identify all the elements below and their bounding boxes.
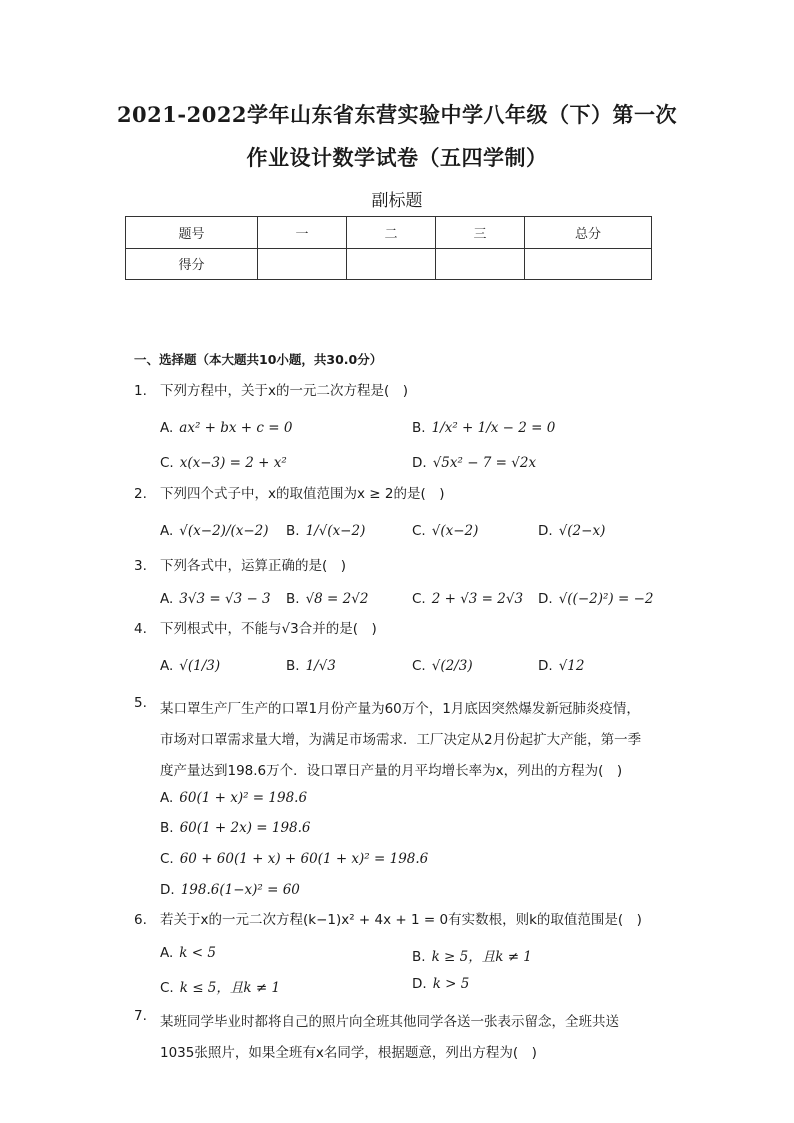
option-text: 60 + 60(1 + x) + 60(1 + x)² = 198.6	[179, 851, 429, 867]
option-5a[interactable]	[160, 790, 307, 806]
question-stem: 下列根式中，不能与√3合并的是( )	[160, 621, 377, 637]
question-5	[134, 697, 160, 711]
header-cell-number: 题号	[126, 217, 258, 249]
score-cell[interactable]	[347, 248, 436, 280]
question-stem: 下列方程中，关于x的一元二次方程是( )	[160, 383, 409, 399]
option-label: D.	[538, 591, 553, 607]
exam-title-line-1: 2021-2022学年山东省东营实验中学八年级（下）第一次	[116, 102, 678, 127]
question-stem-line: 市场对口罩需求量大增，为满足市场需求．工厂决定从2月份起扩大产能，第一季	[160, 732, 642, 748]
option-1a[interactable]	[160, 420, 292, 436]
option-label: A.	[160, 420, 174, 436]
question-number: 4.	[134, 621, 147, 637]
score-table-score-row	[126, 248, 652, 280]
option-5b[interactable]	[160, 820, 311, 836]
option-5d[interactable]	[160, 882, 300, 898]
option-1b[interactable]	[412, 420, 555, 436]
option-text: 60(1 + 2x) = 198.6	[179, 820, 311, 836]
option-text: √12	[558, 658, 585, 674]
option-label: D.	[538, 523, 553, 539]
option-text: √(2−x)	[558, 523, 606, 539]
question-stem-line: 度产量达到198.6万个．设口罩日产量的月平均增长率为x，列出的方程为( )	[160, 763, 623, 779]
option-label: C.	[160, 980, 174, 996]
option-label: D.	[412, 976, 427, 992]
option-3a[interactable]	[160, 591, 271, 607]
option-text: k > 5	[432, 976, 470, 992]
option-4d[interactable]	[538, 658, 584, 674]
option-label: B.	[412, 420, 426, 436]
option-label: C.	[160, 851, 174, 867]
question-number: 2.	[134, 486, 147, 502]
option-1d[interactable]	[412, 455, 536, 471]
question-7	[134, 1010, 160, 1024]
exam-title-line-2: 作业设计数学试卷（五四学制）	[246, 145, 548, 170]
option-label: A.	[160, 523, 174, 539]
option-label: D.	[412, 455, 427, 471]
option-label: A.	[160, 658, 174, 674]
option-label: D.	[538, 658, 553, 674]
option-text: √5x² − 7 = √2x	[432, 455, 537, 471]
header-cell-section-2: 二	[347, 217, 436, 249]
option-label: C.	[412, 523, 426, 539]
option-6d[interactable]	[412, 976, 469, 992]
option-1c[interactable]	[160, 455, 287, 471]
option-label: C.	[412, 658, 426, 674]
question-stem-line: 某口罩生产厂生产的口罩1月份产量为60万个，1月底因突然爆发新冠肺炎疫情，	[160, 701, 640, 717]
option-label: A.	[160, 591, 174, 607]
score-cell[interactable]	[436, 248, 525, 280]
option-label: D.	[160, 882, 175, 898]
option-label: A.	[160, 790, 174, 806]
option-2b[interactable]	[286, 523, 365, 539]
question-number: 5.	[134, 695, 147, 711]
question-stem: 下列各式中，运算正确的是( )	[160, 558, 347, 574]
header-cell-section-3: 三	[436, 217, 525, 249]
option-6c[interactable]	[160, 976, 280, 996]
question-stem: 下列四个式子中，x的取值范围为x ≥ 2的是( )	[160, 486, 445, 502]
score-cell[interactable]	[258, 248, 347, 280]
option-5c[interactable]	[160, 851, 428, 867]
option-label: B.	[286, 658, 300, 674]
option-text: x(x−3) = 2 + x²	[179, 455, 287, 471]
header-cell-section-1: 一	[258, 217, 347, 249]
option-text: 60(1 + x)² = 198.6	[179, 790, 308, 806]
section-heading: 一、选择题（本大题共10小题，共30.0分）	[134, 352, 383, 367]
score-table-header-row	[126, 217, 652, 249]
score-row-label: 得分	[126, 248, 258, 280]
question-number: 3.	[134, 558, 147, 574]
score-table	[125, 216, 652, 280]
option-3d[interactable]	[538, 591, 653, 607]
option-text: k ≥ 5，且k ≠ 1	[431, 949, 532, 965]
option-4c[interactable]	[412, 658, 473, 674]
option-label: C.	[160, 455, 174, 471]
question-number: 6.	[134, 912, 147, 928]
question-number: 7.	[134, 1008, 147, 1024]
option-label: B.	[412, 949, 426, 965]
header-cell-total: 总分	[525, 217, 652, 249]
option-text: √8 = 2√2	[305, 591, 369, 607]
question-3	[134, 560, 346, 574]
option-label: B.	[286, 591, 300, 607]
option-3b[interactable]	[286, 591, 368, 607]
option-text: √(x−2)/(x−2)	[179, 523, 269, 539]
question-stem: 若关于x的一元二次方程(k−1)x² + 4x + 1 = 0有实数根，则k的取值范围是( )	[160, 912, 642, 928]
question-2	[134, 488, 445, 502]
option-text: √((−2)²) = −2	[558, 591, 654, 607]
option-label: B.	[286, 523, 300, 539]
option-text: 1/√3	[305, 658, 336, 674]
question-stem-line: 某班同学毕业时都将自己的照片向全班其他同学各送一张表示留念，全班共送	[160, 1014, 619, 1030]
option-text: √(2/3)	[431, 658, 473, 674]
option-text: 3√3 = √3 − 3	[179, 591, 271, 607]
option-text: 198.6(1−x)² = 60	[180, 882, 300, 898]
option-text: √(x−2)	[431, 523, 479, 539]
score-cell[interactable]	[525, 248, 652, 280]
option-text: k ≤ 5，且k ≠ 1	[179, 980, 281, 996]
option-2c[interactable]	[412, 523, 478, 539]
question-4	[134, 623, 377, 637]
option-text: k < 5	[179, 945, 216, 961]
option-3c[interactable]	[412, 591, 523, 607]
option-4a[interactable]	[160, 658, 220, 674]
option-2d[interactable]	[538, 523, 605, 539]
option-4b[interactable]	[286, 658, 336, 674]
option-text: √(1/3)	[179, 658, 221, 674]
option-text: 1/x² + 1/x − 2 = 0	[431, 420, 556, 436]
question-6	[134, 914, 642, 928]
option-label: A.	[160, 945, 174, 961]
question-number: 1.	[134, 383, 147, 399]
option-label: C.	[412, 591, 426, 607]
option-text: ax² + bx + c = 0	[179, 420, 293, 436]
option-2a[interactable]	[160, 523, 269, 539]
option-label: B.	[160, 820, 174, 836]
option-text: 2 + √3 = 2√3	[431, 591, 524, 607]
option-6b[interactable]	[412, 945, 532, 965]
subtitle: 副标题	[371, 191, 423, 211]
option-text: 1/√(x−2)	[305, 523, 366, 539]
question-1	[134, 385, 408, 399]
question-stem-line: 1035张照片，如果全班有x名同学，根据题意，列出方程为( )	[160, 1045, 537, 1061]
option-6a[interactable]	[160, 945, 216, 961]
